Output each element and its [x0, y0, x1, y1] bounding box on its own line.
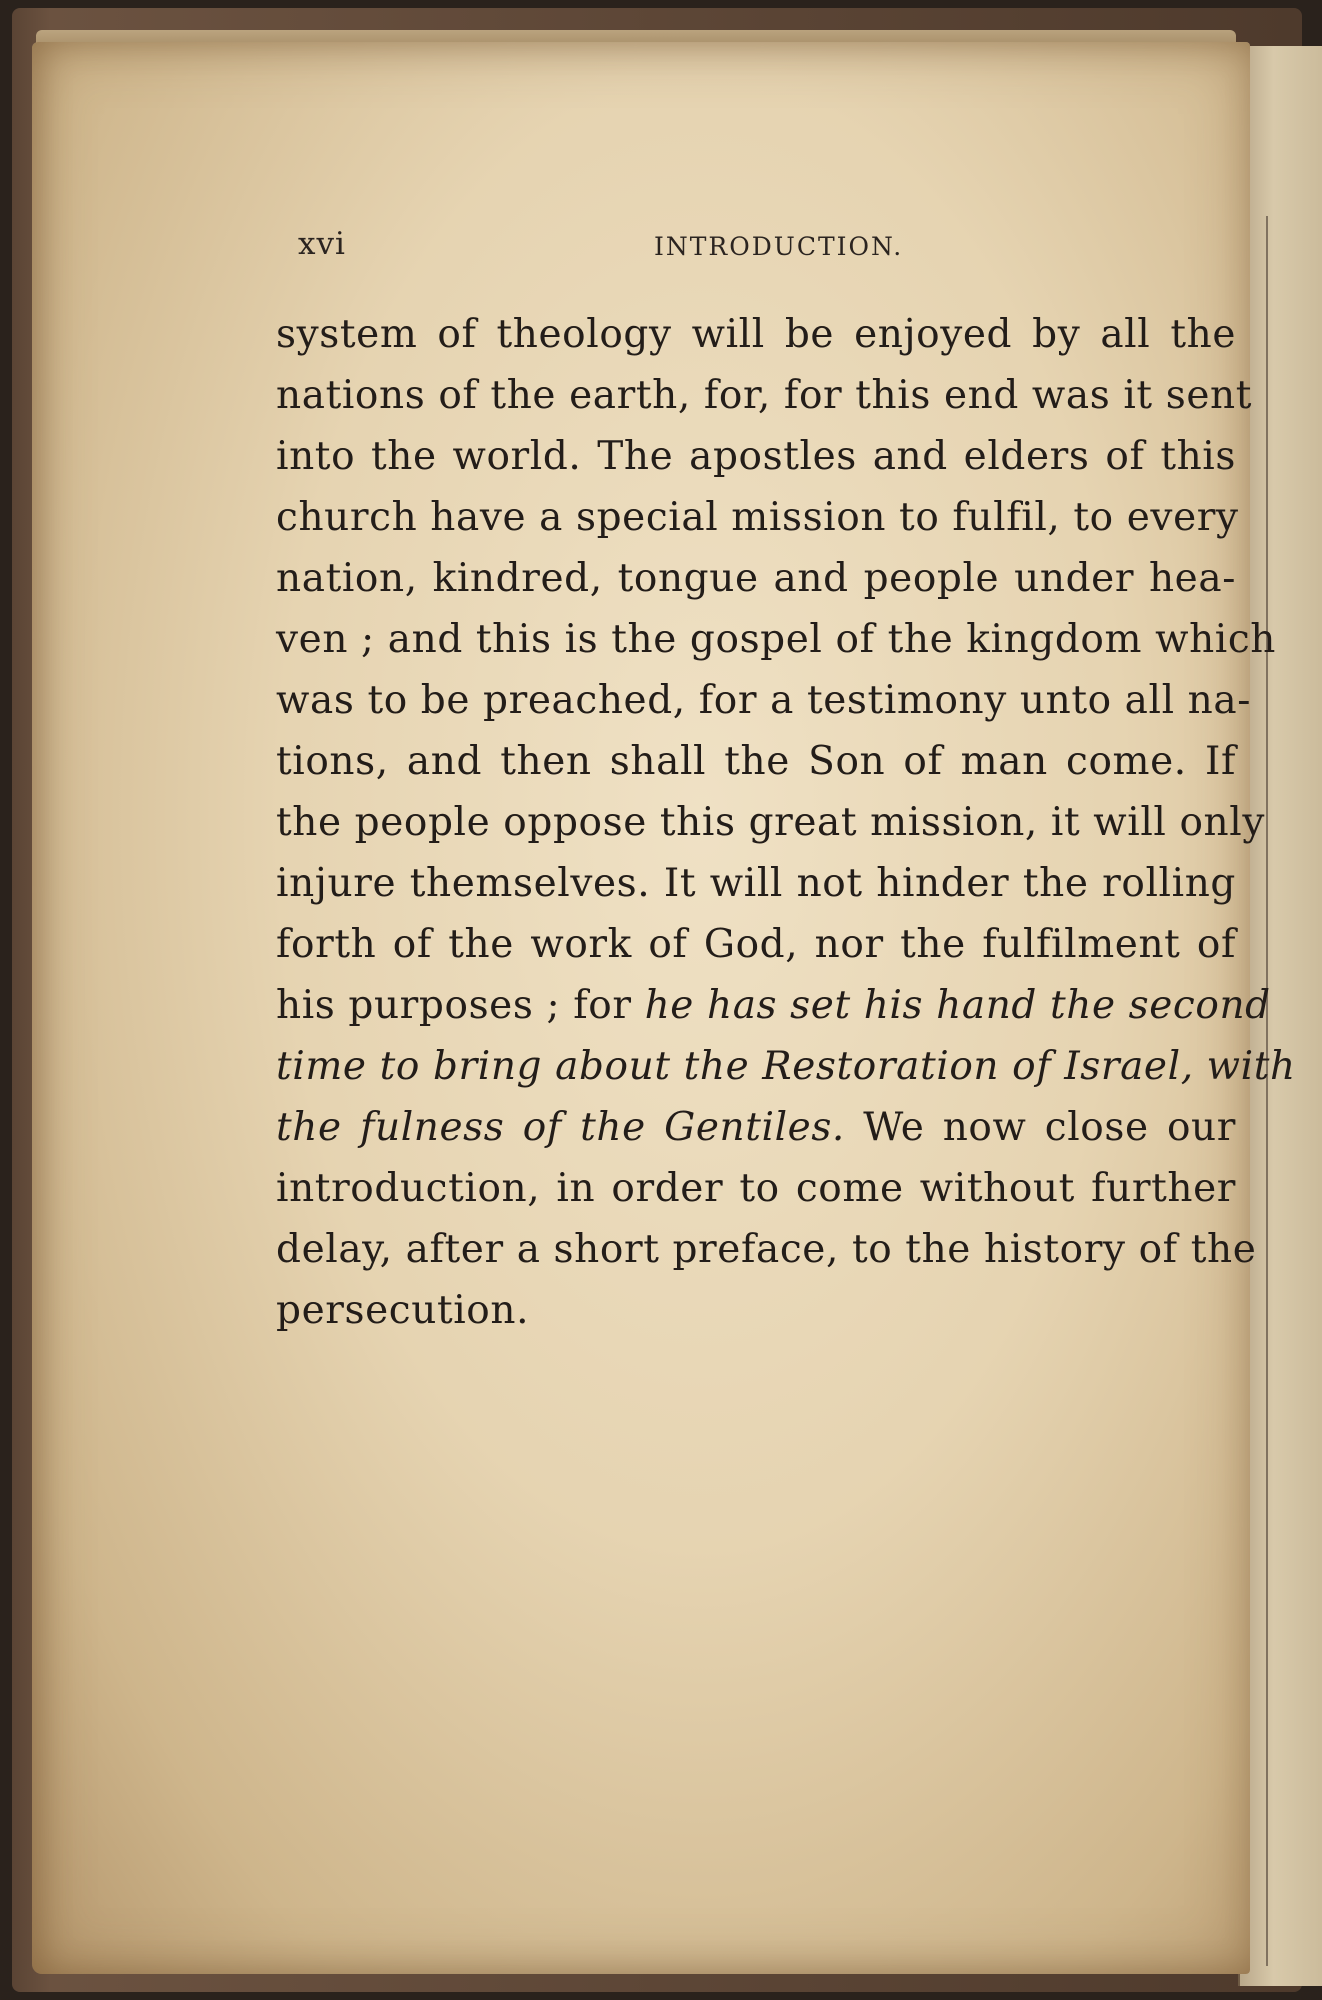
text-run: ven ; and this is the gospel of the kingdom which — [276, 617, 1277, 662]
text-run: was to be preached, for a testimony unto all na- — [276, 678, 1252, 723]
next-page-rule — [1266, 216, 1268, 1966]
text-run: tions, and then shall the Son of man come. If — [276, 739, 1236, 784]
text-line — [276, 609, 1277, 670]
text-run: the people oppose this great mission, it will only — [276, 800, 1265, 845]
text-line — [276, 792, 1265, 853]
text-line — [276, 914, 1236, 975]
text-run: injure themselves. It will not hinder the rolling — [276, 861, 1236, 906]
text-line — [276, 1036, 1296, 1097]
text-line — [276, 670, 1252, 731]
running-head — [32, 226, 1250, 266]
text-line — [276, 304, 1236, 365]
text-line — [276, 731, 1236, 792]
text-line — [276, 487, 1239, 548]
text-line — [276, 1158, 1236, 1219]
text-line — [276, 975, 1271, 1036]
text-line — [276, 365, 1252, 426]
text-run: nations of the earth, for, for this end was it sent — [276, 373, 1252, 418]
running-head-title: INTRODUCTION. — [654, 232, 904, 261]
text-line — [276, 1280, 1236, 1341]
italic-text-run: he has set his hand the second — [644, 983, 1271, 1028]
text-run: delay, after a short preface, to the history of the — [276, 1227, 1257, 1272]
text-line — [276, 426, 1236, 487]
page-number: xvi — [298, 226, 346, 262]
text-run: introduction, in order to come without further — [276, 1166, 1236, 1211]
book-page — [32, 42, 1296, 1974]
italic-text-run: the fulness of the Gentiles. — [276, 1105, 845, 1150]
text-run: system of theology will be enjoyed by all the — [276, 312, 1236, 357]
text-line — [276, 1219, 1257, 1280]
text-run: persecution. — [276, 1288, 530, 1333]
text-run: We now close our — [844, 1105, 1236, 1150]
text-line — [276, 1097, 1236, 1158]
text-line — [276, 853, 1236, 914]
text-run: nation, kindred, tongue and people under hea- — [276, 556, 1236, 601]
text-line — [276, 548, 1236, 609]
text-run: his purposes ; for — [276, 983, 645, 1028]
italic-text-run: time to bring about the Restoration of Israel, with — [276, 1044, 1296, 1089]
body-text — [276, 304, 1296, 1341]
text-run: forth of the work of God, nor the fulfilment of — [276, 922, 1236, 967]
text-run: into the world. The apostles and elders of this — [276, 434, 1236, 479]
text-run: church have a special mission to fulfil, to every — [276, 495, 1239, 540]
